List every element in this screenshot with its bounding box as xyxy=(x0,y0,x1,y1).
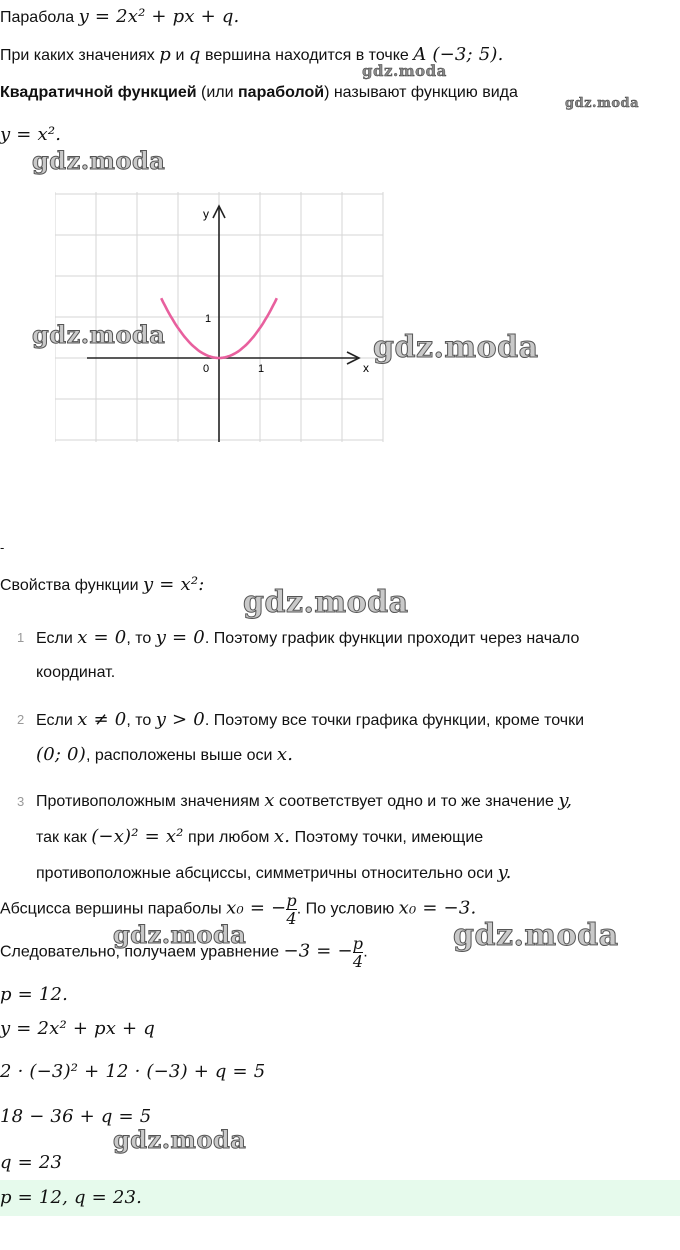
fraction-denominator: 4 xyxy=(352,952,364,971)
solution-step: y = 2x² + px + q xyxy=(0,1018,155,1039)
var-q: q xyxy=(188,44,201,65)
list-item xyxy=(36,709,584,730)
x-axis-label: x xyxy=(363,361,369,375)
y-tick-label-1: 1 xyxy=(205,313,212,325)
item-text: противоположные абсциссы, симметричны относительно оси xyxy=(36,865,494,882)
item-formula: y. xyxy=(497,862,512,883)
dash-separator: - xyxy=(0,540,5,555)
item-text: . Поэтому все точки графика функции, кроме точки xyxy=(204,712,585,729)
question-text: При каких значениях xyxy=(0,47,155,64)
list-item-number: 2 xyxy=(17,712,25,727)
list-item-continuation: координат. xyxy=(36,664,116,681)
solution-formula: x₀ = −3. xyxy=(398,897,477,919)
solution-step: q = 23 xyxy=(0,1152,63,1173)
definition-line xyxy=(0,84,518,102)
properties-heading xyxy=(0,574,205,595)
item-text: Если xyxy=(36,712,73,729)
answer-text: p = 12, q = 23. xyxy=(0,1187,143,1208)
list-item-number: 3 xyxy=(17,794,25,809)
solution-step: p = 12. xyxy=(0,984,69,1005)
item-text: . Поэтому график функции проходит через начало xyxy=(204,630,580,647)
fraction-p-over-4 xyxy=(286,892,296,927)
properties-heading-formula: y = x²: xyxy=(143,574,205,595)
parabola-graph xyxy=(55,192,385,444)
conj-and: и xyxy=(175,47,185,64)
item-formula: y > 0 xyxy=(155,709,205,730)
definition-text-1: (или xyxy=(196,84,238,101)
watermark: gdz.moda xyxy=(362,62,447,80)
properties-heading-text: Свойства функции xyxy=(0,577,139,594)
fraction-numerator: p xyxy=(352,934,364,953)
question-mid: вершина находится в точке xyxy=(205,47,409,64)
watermark: gdz.moda xyxy=(32,146,166,175)
watermark: gdz.moda xyxy=(113,1125,247,1154)
parabola-formula: y = 2x² + px + q. xyxy=(78,6,240,27)
solution-formula: −3 = − xyxy=(283,940,353,962)
item-formula: x. xyxy=(276,744,294,765)
origin-tick-label: 0 xyxy=(203,363,210,375)
solution-text: Следовательно, получаем уравнение xyxy=(0,943,279,961)
item-text: , то xyxy=(126,630,152,647)
watermark: gdz.moda xyxy=(373,330,539,365)
item-formula: x xyxy=(264,790,275,811)
list-item xyxy=(36,627,579,648)
var-p: p xyxy=(159,44,171,65)
solution-text: Абсцисса вершины параболы xyxy=(0,900,222,918)
item-formula: y = 0 xyxy=(155,627,205,648)
fraction-numerator: p xyxy=(286,891,297,910)
item-text: при любом xyxy=(188,829,270,846)
term-quadratic-function: Квадратичной функцией xyxy=(0,84,197,101)
definition-formula: y = x². xyxy=(0,124,62,145)
item-text: соответствует одно и то же значение xyxy=(279,793,554,810)
item-formula: (0; 0) xyxy=(36,744,86,765)
definition-text-2: ) называют функцию вида xyxy=(324,84,518,101)
watermark: gdz.moda xyxy=(32,320,166,349)
fraction-p-over-4 xyxy=(353,935,363,970)
y-axis-label: y xyxy=(203,207,209,221)
solution-step: 18 − 36 + q = 5 xyxy=(0,1106,152,1127)
problem-line-1 xyxy=(0,6,239,27)
item-formula: x. xyxy=(273,826,291,847)
solution-step: 2 · (−3)² + 12 · (−3) + q = 5 xyxy=(0,1061,266,1082)
solution-text: . По условию xyxy=(296,900,395,918)
list-item-continuation xyxy=(36,826,483,847)
watermark: gdz.moda xyxy=(565,96,640,111)
fraction-denominator: 4 xyxy=(286,909,297,928)
item-formula: y, xyxy=(558,790,573,811)
list-item xyxy=(36,790,572,811)
list-item-continuation xyxy=(36,862,512,883)
item-text: Поэтому точки, имеющие xyxy=(294,829,484,846)
solution-formula: x₀ = − xyxy=(226,897,287,919)
term-parabola: параболой xyxy=(238,84,325,101)
list-item-number: 1 xyxy=(17,630,25,645)
y-axis xyxy=(213,206,225,442)
x-tick-label-1: 1 xyxy=(258,363,265,375)
vertex-point: A (−3; 5). xyxy=(413,44,504,65)
item-text: Противоположным значениям xyxy=(36,793,260,810)
item-text: , то xyxy=(126,712,152,729)
list-item-continuation xyxy=(36,744,293,765)
item-formula: x ≠ 0 xyxy=(77,709,127,730)
watermark: gdz.moda xyxy=(243,585,409,620)
item-text: , расположены выше оси xyxy=(85,747,273,764)
item-text: Если xyxy=(36,630,73,647)
problem-prefix: Парабола xyxy=(0,9,75,26)
watermark: gdz.moda xyxy=(453,918,619,953)
equation-line: Следовательно, получаем уравнение −3 = − $\frac{p}{4}$ . xyxy=(0,934,368,971)
item-formula: (−x)² = x² xyxy=(91,826,184,847)
watermark: gdz.moda xyxy=(113,920,247,949)
answer-box xyxy=(0,1180,680,1216)
item-text: так как xyxy=(36,829,87,846)
item-formula: x = 0 xyxy=(77,627,127,648)
